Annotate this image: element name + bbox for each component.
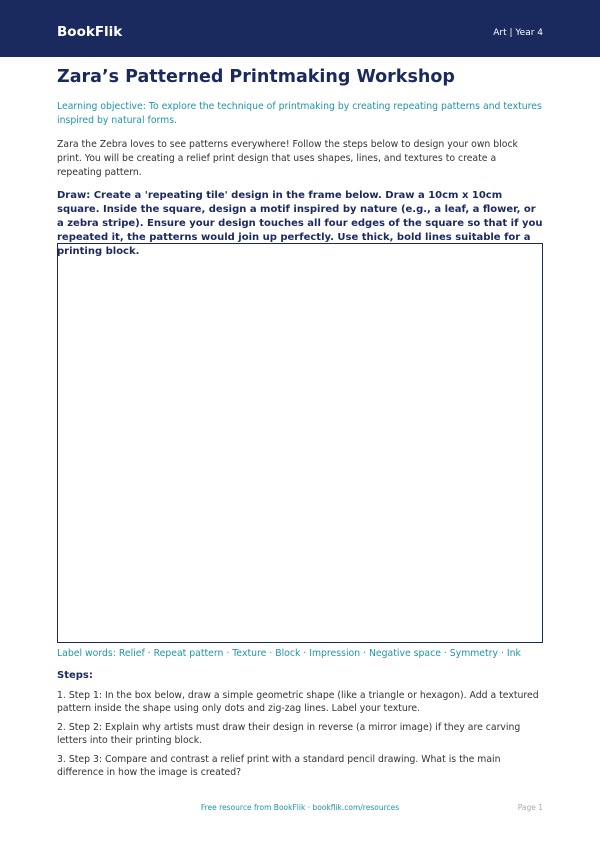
subject-year-label: Art | Year 4 (493, 28, 543, 38)
step-item-3: 3. Step 3: Compare and contrast a relief print with a standard pencil drawing. What is the main difference in how the image is created? (57, 754, 501, 778)
drawing-frame[interactable] (57, 243, 543, 643)
intro-paragraph: Zara the Zebra loves to see patterns everywhere! Follow the steps below to design your own block print. You will be creating a relief print design that uses shapes, lines, and textures to create a repeating pattern. (57, 139, 518, 178)
brand-logo: BookFlik (57, 24, 123, 40)
draw-instruction: Draw: Create a 'repeating tile' design in the frame below. Draw a 10cm x 10cm square. Inside the square, design a motif inspired by nature (e.g., a leaf, a flower, or a zebra stripe). Ensure your design touches all four edges of the square so that if you repeated it, the patterns would join up perfectly. Use thick, bold lines suitable for a printing block. (57, 190, 543, 257)
page-header (0, 0, 600, 57)
step-item-2: 2. Step 2: Explain why artists must draw their design in reverse (a mirror image) if they are carving letters into their printing block. (57, 722, 521, 746)
steps-heading: Steps: (57, 670, 93, 681)
footer-link[interactable]: Free resource from BookFlik · bookflik.com/resources (200, 803, 400, 812)
steps-section (57, 669, 543, 779)
page-number: Page 1 (517, 803, 543, 812)
page-title: Zara’s Patterned Printmaking Workshop (57, 67, 455, 87)
step-item-1: 1. Step 1: In the box below, draw a simple geometric shape (like a triangle or hexagon). Add a textured pattern inside the shape using only dots and zig-zag lines. Label your texture. (57, 690, 539, 714)
page-footer (0, 802, 600, 814)
label-words: Label words: Relief · Repeat pattern · Texture · Block · Impression · Negative space · Symmetry · Ink (57, 648, 521, 659)
learning-objective: Learning objective: To explore the technique of printmaking by creating repeating patterns and textures inspired by natural forms. (57, 101, 542, 126)
worksheet-intro (57, 66, 543, 259)
